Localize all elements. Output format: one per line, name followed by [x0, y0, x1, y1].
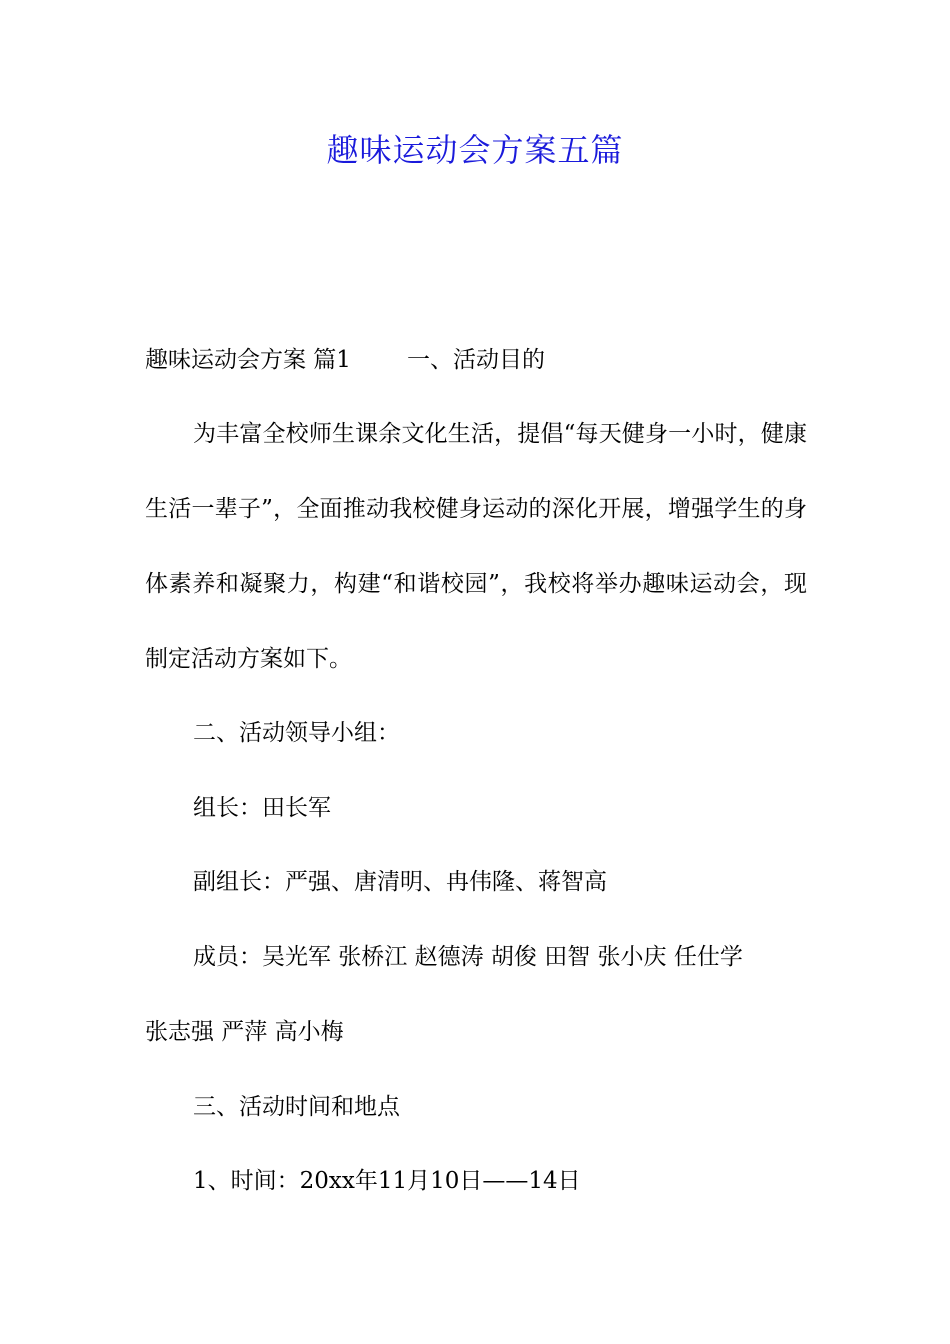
document-title: 趣味运动会方案五篇	[326, 131, 624, 169]
article-heading: 趣味运动会方案 篇1	[145, 347, 351, 373]
time-line: 1、时间：20xx年11月10日——14日	[193, 1168, 581, 1194]
leader-line: 组长：田长军	[193, 795, 331, 821]
members-line: 成员：吴光军 张桥江 赵德涛 胡俊 田智 张小庆 任仕学	[193, 944, 743, 970]
section-heading-leadership: 二、活动领导小组：	[193, 720, 400, 746]
section-heading-purpose: 一、活动目的	[406, 347, 545, 373]
section-heading-time-place: 三、活动时间和地点	[193, 1094, 400, 1120]
purpose-paragraph: 为丰富全校师生课余文化生活，提倡“每天健身一小时，健康生活一辈子”，全面推动我校健身运动的深化开展，增强学生的身体素养和凝聚力，构建“和谐校园”，我校将举办趣味运动会，现制定活动方案如下。	[145, 421, 807, 672]
members-line-continued: 张志强 严萍 高小梅	[145, 1019, 344, 1045]
deputy-leaders-line: 副组长：严强、唐清明、冉伟隆、蒋智高	[193, 869, 607, 895]
article-heading-line	[145, 345, 809, 375]
